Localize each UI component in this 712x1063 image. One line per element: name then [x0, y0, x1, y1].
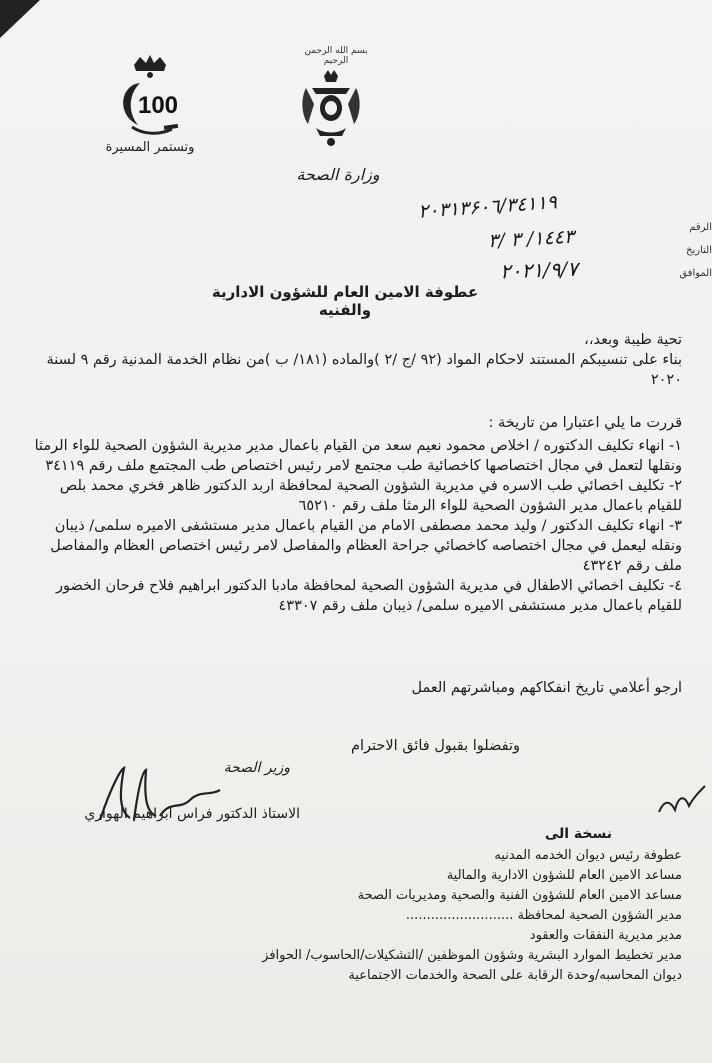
logo-number: 100	[137, 92, 179, 119]
copy-recipient: مساعد الامين العام للشؤون الفنية والصحية ومديريات الصحة	[357, 888, 682, 903]
decision-item: ١- انهاء تكليف الدكتوره / اخلاص محمود نعيم سعد من القيام باعمال مدير مديرية الشؤون الصحية للواء الرمثا ونقلها لتعمل في مجال اختصاصها كاخصائية طب مجتمع لامر رئيس اختصاص طب المجتمع ملف رقم ٣٤١١٩	[34, 438, 682, 474]
copy-recipient: عطوفة رئيس ديوان الخدمه المدنيه	[494, 848, 682, 863]
intro-paragraph	[32, 330, 682, 390]
logo-caption: وتستمر المسيرة	[105, 140, 195, 155]
signatory-role: وزير الصحة	[223, 760, 290, 776]
decision-item: ٤- تكليف اخصائي الاطفال في مديرية الشؤون الصحية لمحافظة مادبا الدكتور ابراهيم فلاح فرحان الخضور للقيام باعمال مدير مستشفى الاميره سلمى/ ذيبان ملف رقم ٤٣٣٠٧	[56, 578, 682, 614]
copy-recipient: مدير تخطيط الموارد البشرية وشؤون الموظفين /التشكيلات/الحاسوب/ الحوافز	[262, 948, 682, 963]
copy-recipient: مدير مديرية النفقات والعقود	[529, 928, 682, 943]
handwritten-initial	[655, 782, 710, 822]
signatory-name: الاستاذ الدكتور فراس ابراهيم الهواري	[84, 806, 300, 822]
decision-item: ٢- تكليف اخصائي طب الاسره في مديرية الشؤون الصحية لمحافظة اربد الدكتور ظاهر فخري محمد بلص للقيام باعمال مدير الشؤون الصحية للواء الرمثا ملف رقم ٦٥٢١٠	[59, 478, 682, 514]
copies-list	[62, 846, 682, 986]
dark-corner	[0, 0, 40, 40]
closing-line: ارجو أعلامي تاريخ انفكاكهم ومباشرتهم العمل	[411, 680, 682, 696]
copies-title: نسخة الى	[544, 826, 612, 842]
addressee: عطوفة الامين العام للشؤون الادارية والفنيه	[211, 283, 479, 319]
copy-recipient: مدير الشؤون الصحية لمحافظة ..........................	[405, 908, 682, 923]
jordan-emblem	[298, 70, 364, 150]
decision-list	[32, 436, 682, 616]
copy-recipient: مساعد الامين العام للشؤون الادارية والمالية	[446, 868, 682, 883]
hijri-date: ١٤٤٣/ ٣ /٣	[487, 225, 575, 253]
copy-recipient: ديوان المحاسبه/وحدة الرقابة على الصحة والخدمات الاجتماعية	[348, 968, 682, 983]
intro-text: بناء على تنسيبكم المستند لاحكام المواد (٩٢ /ج /٢ )والماده (١٨١/ ب )من نظام الخدمة المدنية رقم ٩ لسنة ٢٠٢٠	[46, 352, 682, 388]
regards: وتفضلوا بقبول فائق الاحترام	[351, 738, 520, 754]
gregorian-date: ٢٠٢١/٩/٧	[499, 256, 579, 284]
ref-label-gregorian: الموافق	[679, 268, 712, 279]
ref-label-date: التاريخ	[686, 245, 712, 256]
greeting: تحية طيبة وبعد،،	[584, 332, 682, 348]
basmala: بسم الله الرحمن الرحيم	[304, 46, 368, 66]
ref-label-number: الرقم	[689, 222, 712, 233]
decision-title: قررت ما يلي اعتبارا من تاريخة :	[488, 415, 682, 431]
ministry-name: وزارة الصحة	[296, 165, 380, 184]
ref-number: ۲۰۳۱۳۶۰٦/٣٤١١٩	[417, 191, 558, 223]
centennial-logo	[110, 55, 190, 137]
decision-item: ٣- انهاء تكليف الدكتور / وليد محمد مصطفى الامام من القيام باعمال مدير مستشفى الاميره سلمى/ ذيبان ونقله ليعمل في مجال اختصاصه كاخصائي جراحة العظام والمفاصل لامر رئيس اختصاص العظام والمفاصل ملف رقم ٤٣٢٤٢	[50, 518, 682, 574]
